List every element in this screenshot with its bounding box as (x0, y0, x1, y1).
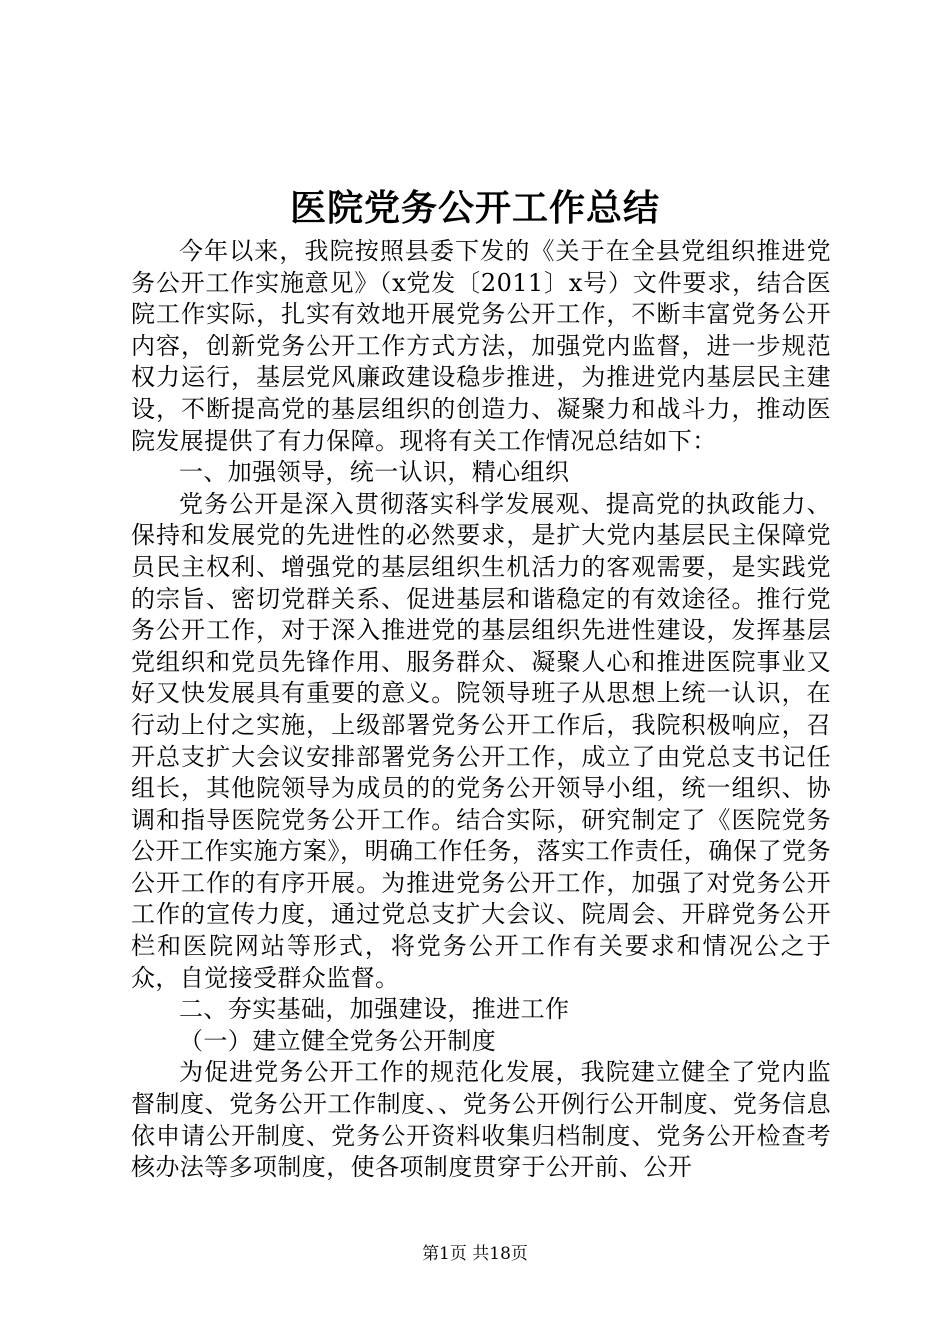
page-footer: 第1页 共18页 (422, 1244, 528, 1264)
document-title: 医院党务公开工作总结 (289, 187, 660, 229)
section-heading-2: 二、夯实基础，加强建设，推进工作 (179, 995, 570, 1024)
section-heading-1: 一、加强领导，统一认识，精心组织 (179, 458, 570, 487)
intro-paragraph: 今年以来，我院按照县委下发的《关于在全县党组织推进党务公开工作实施意见》（x党发〔2011〕x号）文件要求，结合医院工作实际，扎实有效地开展党务公开工作，不断丰富党务公开内容，创新党务公开工作方式方法，加强党内监督，进一步规范权力运行，基层党风廉政建设稳步推进，为推进党内基层民主建设，不断提高党的基层组织的创造力、凝聚力和战斗力，推动医院发展提供了有力保障。现将有关工作情况总结如下： (131, 237, 831, 455)
subsection-heading-1: （一）建立健全党务公开制度 (179, 1026, 497, 1055)
subsection-1-paragraph: 为促进党务公开工作的规范化发展，我院建立健全了党内监督制度、党务公开工作制度、、党务公开例行公开制度、党务信息依申请公开制度、党务公开资料收集归档制度、党务公开检查考核办法等多项制度，使各项制度贯穿于公开前、公开 (131, 1058, 831, 1182)
document-body (131, 236, 831, 1184)
section-1-paragraph: 党务公开是深入贯彻落实科学发展观、提高党的执政能力、保持和发展党的先进性的必然要求，是扩大党内基层民主保障党员民主权利、增强党的基层组织生机活力的客观需要，是实践党的宗旨、密切党群关系、促进基层和谐稳定的有效途径。推行党务公开工作，对于深入推进党的基层组织先进性建设，发挥基层党组织和党员先锋作用、服务群众、凝聚人心和推进医院事业又好又快发展具有重要的意义。院领导班子从思想上统一认识，在行动上付之实施，上级部署党务公开工作后，我院积极响应，召开总支扩大会议安排部署党务公开工作，成立了由党总支书记任组长，其他院领导为成员的的党务公开领导小组，统一组织、协调和指导医院党务公开工作。结合实际，研究制定了《医院党务公开工作实施方案》，明确工作任务，落实工作责任，确保了党务公开工作的有序开展。为推进党务公开工作，加强了对党务公开工作的宣传力度，通过党总支扩大会议、院周会、开辟党务公开栏和医院网站等形式，将党务公开工作有关要求和情况公之于众，自觉接受群众监督。 (131, 489, 831, 992)
